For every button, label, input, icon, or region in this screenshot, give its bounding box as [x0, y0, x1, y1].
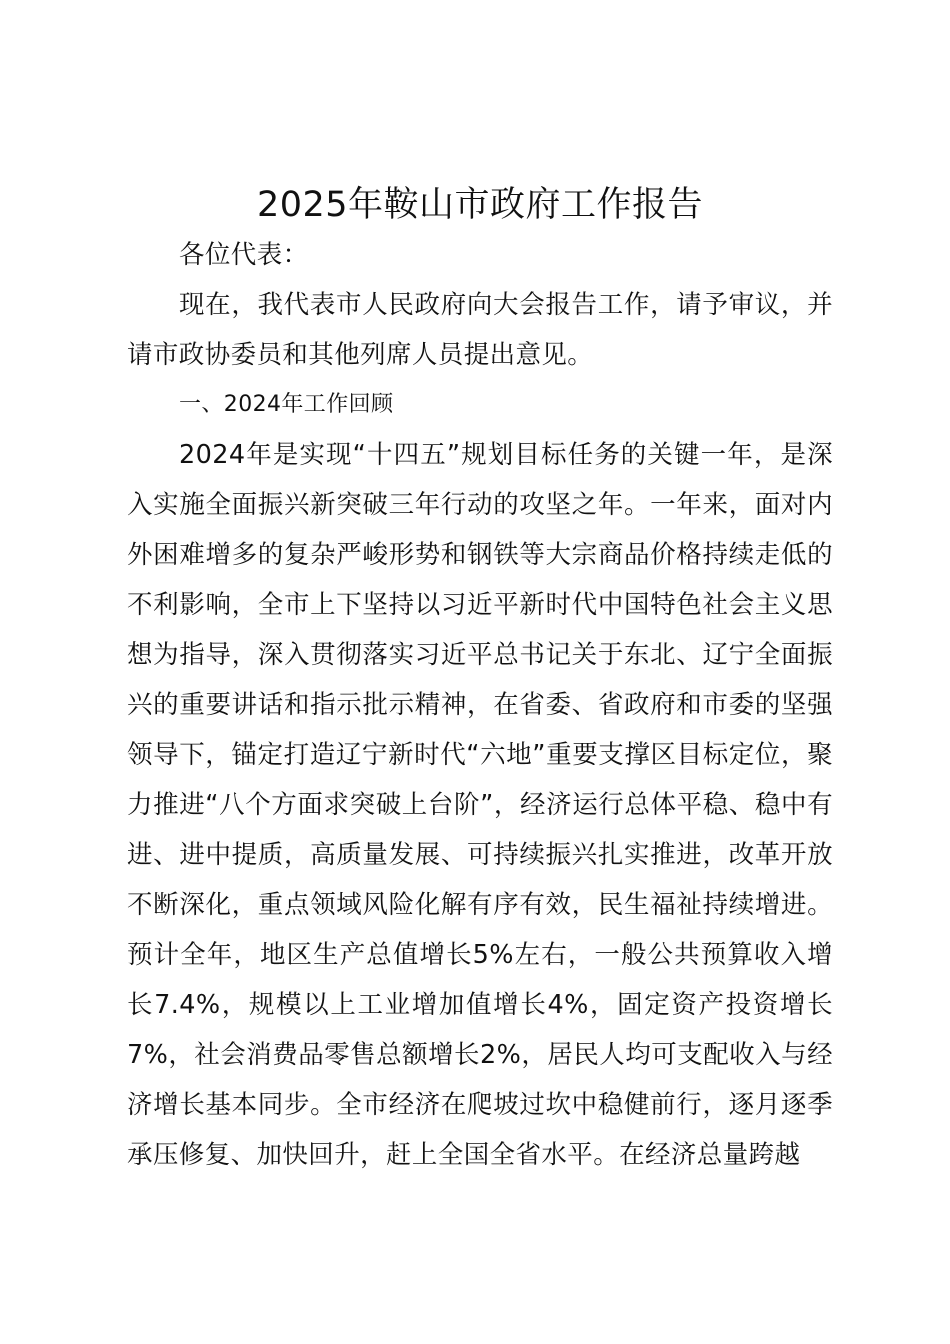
intro-paragraph: 现在，我代表市人民政府向大会报告工作，请予审议，并请市政协委员和其他列席人员提出意见。	[127, 290, 833, 370]
review-paragraph: 2024年是实现“十四五”规划目标任务的关键一年，是深入实施全面振兴新突破三年行动的攻坚之年。一年来，面对内外困难增多的复杂严峻形势和钢铁等大宗商品价格持续走低的不利影响，全市上下坚持以习近平新时代中国特色社会主义思想为指导，深入贯彻落实习近平总书记关于东北、辽宁全面振兴的重要讲话和指示批示精神，在省委、省政府和市委的坚强领导下，锚定打造辽宁新时代“六地”重要支撑区目标定位，聚力推进“八个方面求突破上台阶”，经济运行总体平稳、稳中有进、进中提质，高质量发展、可持续振兴扎实推进，改革开放不断深化，重点领域风险化解有序有效，民生福祉持续增进。预计全年，地区生产总值增长5%左右，一般公共预算收入增长7.4%，规模以上工业增加值增长4%，固定资产投资增长7%，社会消费品零售总额增长2%，居民人均可支配收入与经济增长基本同步。全市经济在爬坡过坎中稳健前行，逐月逐季承压修复、加快回升，赶上全国全省水平。在经济总量跨越	[127, 440, 833, 1170]
salutation: 各位代表：	[179, 240, 309, 270]
section-heading: 一、2024年工作回顾	[179, 392, 394, 417]
document-title: 2025年鞍山市政府工作报告	[256, 185, 704, 225]
document-body	[127, 230, 833, 1180]
